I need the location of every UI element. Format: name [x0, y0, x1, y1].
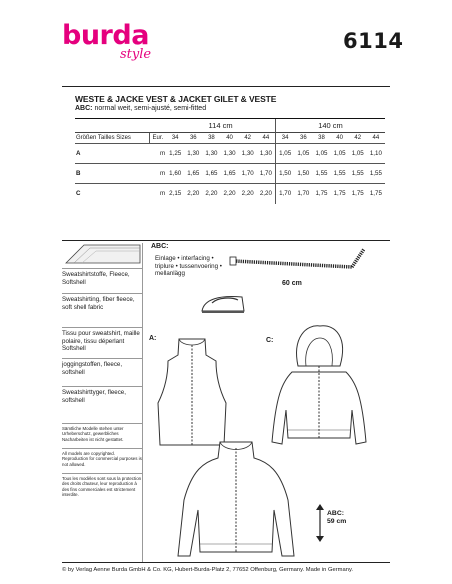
value-cell: 1,75: [331, 184, 349, 204]
burda-logo: [62, 20, 152, 62]
value-cell: 1,55: [312, 164, 330, 184]
value-cell: 1,10: [367, 144, 385, 164]
value-cell: 1,60: [166, 164, 184, 184]
size-cell: 36: [294, 133, 312, 144]
size-cell: 36: [184, 133, 202, 144]
size-cell: 34: [166, 133, 184, 144]
value-cell: 1,55: [331, 164, 349, 184]
size-cell: 44: [367, 133, 385, 144]
lower-frame-bottom: [62, 562, 390, 563]
value-cell: 1,30: [184, 144, 202, 164]
value-cell: 1,05: [312, 144, 330, 164]
value-cell: 1,75: [367, 184, 385, 204]
unit-cell: m: [149, 144, 166, 164]
table-row: [75, 144, 385, 164]
value-cell: 1,70: [257, 164, 276, 184]
legal-de: Sämtliche Modelle stehen unter Urheberschutz, gewerbliches Nacharbeiten ist nicht gestattet.: [62, 423, 142, 442]
pattern-number: 6114: [343, 29, 404, 53]
row-label: A: [75, 144, 149, 164]
value-cell: 1,55: [349, 164, 367, 184]
value-cell: 1,70: [294, 184, 312, 204]
row-label: B: [75, 164, 149, 184]
value-cell: 1,75: [349, 184, 367, 204]
value-cell: 2,15: [166, 184, 184, 204]
value-cell: 1,30: [257, 144, 276, 164]
value-cell: 1,05: [349, 144, 367, 164]
value-cell: 1,75: [312, 184, 330, 204]
value-cell: 1,30: [202, 144, 220, 164]
value-cell: 1,55: [367, 164, 385, 184]
fit-prefix: ABC:: [75, 105, 93, 112]
size-cell: 38: [312, 133, 330, 144]
unit-cell: m: [149, 164, 166, 184]
header-rule: [62, 86, 390, 87]
notions-heading: ABC:: [151, 243, 169, 250]
length-measurement: [327, 510, 346, 526]
legal-en: All models are copyrighted. Reproduction for commercial purposes is not allowed.: [62, 448, 142, 467]
eur-label: Eur.: [149, 133, 166, 144]
size-cell: 40: [331, 133, 349, 144]
size-cell: 34: [276, 133, 295, 144]
fabric-nl: joggingstoffen, fleece, softshell: [62, 358, 142, 376]
zipper-length: 60 cm: [282, 280, 302, 287]
value-cell: 1,70: [239, 164, 257, 184]
value-cell: 1,65: [184, 164, 202, 184]
value-cell: 1,65: [202, 164, 220, 184]
value-cell: 1,05: [276, 144, 295, 164]
size-cell: 38: [202, 133, 220, 144]
length-value: 59 cm: [327, 518, 347, 525]
interfacing-text: [155, 255, 222, 278]
size-cell: 42: [239, 133, 257, 144]
value-cell: 1,70: [276, 184, 295, 204]
legal-fr: Tous les modèles sont sous la protection des droits d'auteur, leur reproduction à des fins commerciales est strictement interdite.: [62, 473, 142, 498]
view-c-label: C:: [266, 337, 274, 344]
view-a-label: A:: [149, 335, 157, 342]
fabric-swatch-icon: [64, 243, 140, 265]
fabric-sv: Sweatshirttyger, fleece, softshell: [62, 386, 142, 404]
value-cell: 1,05: [331, 144, 349, 164]
size-cell: 44: [257, 133, 276, 144]
zipper-icon: [232, 247, 372, 277]
logo-subtitle: style: [120, 47, 152, 62]
fit-text: normal weit, semi-ajusté, semi-fitted: [92, 105, 207, 112]
hooded-jacket-drawing: [262, 326, 374, 446]
pattern-title: WESTE & JACKE VEST & JACKET GILET & VESTE: [75, 94, 277, 104]
value-cell: 1,50: [276, 164, 295, 184]
value-cell: 1,65: [221, 164, 239, 184]
fit-description: [75, 105, 206, 112]
table-row: [75, 184, 385, 204]
table-width-header: [75, 119, 385, 133]
interfacing-line: mellanlägg: [155, 270, 185, 278]
value-cell: 2,20: [239, 184, 257, 204]
iron-icon: [198, 291, 250, 315]
jacket-drawing: [176, 440, 298, 560]
table-row: [75, 164, 385, 184]
vest-drawing: [152, 337, 232, 447]
length-arrow-icon: [315, 503, 325, 543]
logo-wordmark: burda: [62, 20, 149, 51]
fabric-requirement-table: [75, 118, 385, 204]
fabric-en: Sweatshirting, fiber fleece, soft shell fabric: [62, 293, 142, 311]
row-label: C: [75, 184, 149, 204]
length-label: ABC:: [327, 510, 344, 517]
value-cell: 1,05: [294, 144, 312, 164]
interfacing-line: Einlage • interfacing •: [155, 255, 214, 262]
unit-cell: m: [149, 184, 166, 204]
fabric-de: Sweatshirtstoffe, Fleece, Softshell: [62, 268, 142, 286]
value-cell: 1,30: [221, 144, 239, 164]
value-cell: 1,50: [294, 164, 312, 184]
fabric-sidebar: [62, 243, 143, 562]
lower-frame-top: [62, 240, 390, 241]
size-cell: 42: [349, 133, 367, 144]
width-140: 140 cm: [276, 119, 385, 133]
value-cell: 2,20: [184, 184, 202, 204]
value-cell: 2,20: [221, 184, 239, 204]
table-size-header: [75, 133, 385, 144]
width-114: 114 cm: [166, 119, 275, 133]
fabric-fr: Tissu pour sweatshirt, maille polaire, tissu déperlant Softshell: [62, 327, 142, 353]
copyright-footer: © by Verlag Aenne Burda GmbH & Co. KG, Hubert-Burda-Platz 2, 77652 Offenburg, Germany. Made in Germany.: [62, 567, 354, 573]
interfacing-line: triplure • tussenvoering •: [155, 262, 222, 270]
value-cell: 2,20: [257, 184, 276, 204]
size-label: Größen Tailles Sizes: [75, 133, 149, 144]
size-cell: 40: [221, 133, 239, 144]
value-cell: 1,25: [166, 144, 184, 164]
value-cell: 1,30: [239, 144, 257, 164]
value-cell: 2,20: [202, 184, 220, 204]
